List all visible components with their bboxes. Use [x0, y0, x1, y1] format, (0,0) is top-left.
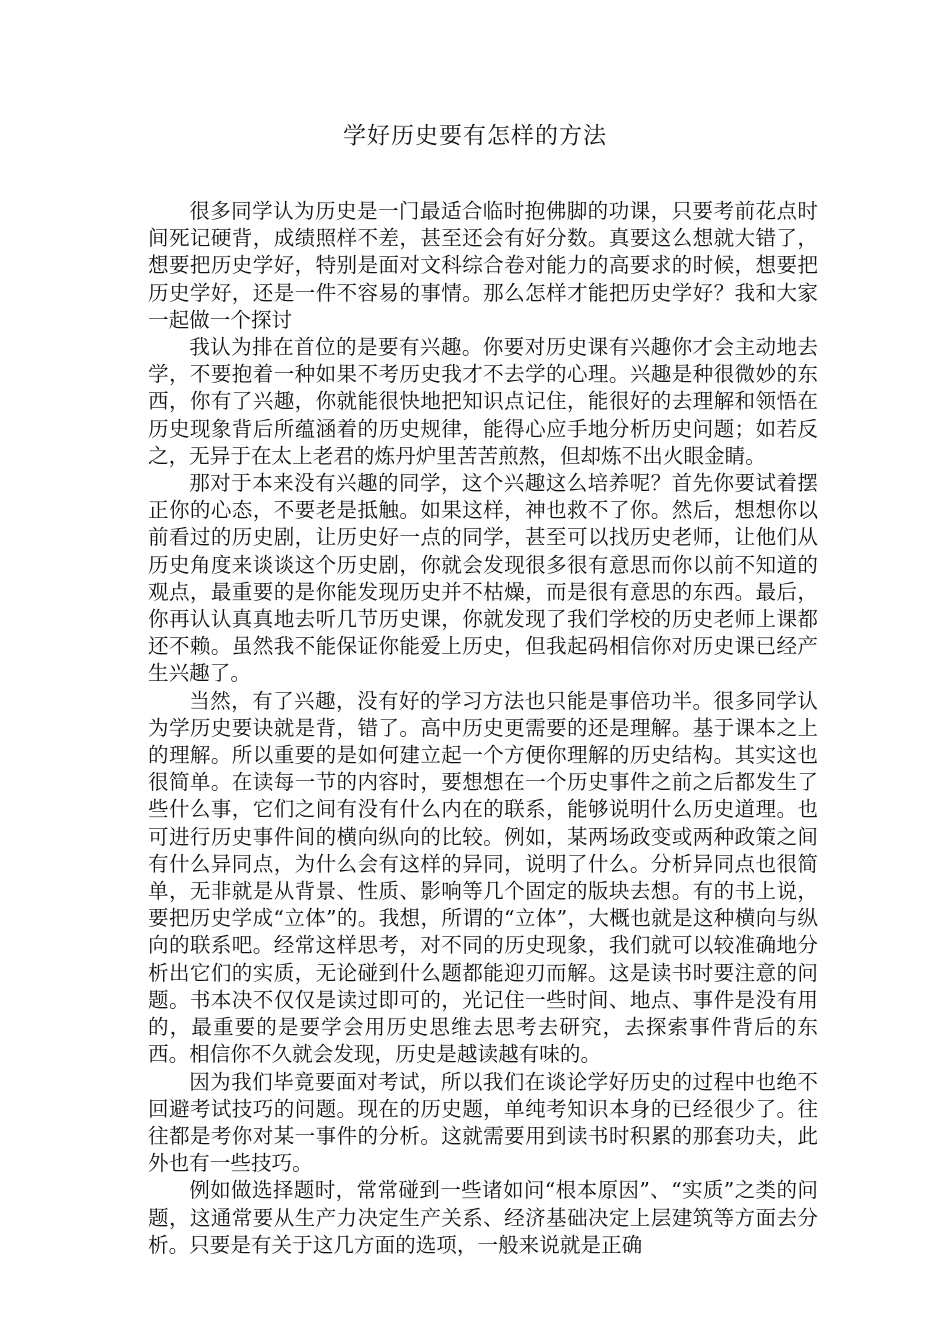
paragraph-3: 那对于本来没有兴趣的同学，这个兴趣这么培养呢？首先你要试着摆正你的心态，不要老是抵触。如果这样，神也救不了你。然后，想想你以前看过的历史剧，让历史好一点的同学，甚至可以找历史老师，让他们从历史角度来谈谈这个历史剧，你就会发现很多很有意思而你以前不知道的观点，最重要的是你能发现历史并不枯燥，而是很有意思的东西。最后，你再认认真真地去听几节历史课，你就发现了我们学校的历史老师上课都还不赖。虽然我不能保证你能爱上历史，但我起码相信你对历史课已经产生兴趣了。: [148, 471, 818, 686]
paragraph-6: 例如做选择题时，常常碰到一些诸如问“根本原因”、“实质”之类的问题，这通常要从生产力决定生产关系、经济基础决定上层建筑等方面去分析。只要是有关于这几方面的选项，一般来说就是正确: [148, 1178, 818, 1257]
document-title: 学好历史要有怎样的方法: [343, 123, 607, 149]
paragraph-2: 我认为排在首位的是要有兴趣。你要对历史课有兴趣你才会主动地去学，不要抱着一种如果不考历史我才不去学的心理。兴趣是种很微妙的东西，你有了兴趣，你就能很快地把知识点记住，能很好的去理解和领悟在历史现象背后所蕴涵着的历史规律，能得心应手地分析历史问题；如若反之，无异于在太上老君的炼丹炉里苦苦煎熬，但却炼不出火眼金睛。: [148, 335, 818, 468]
paragraph-1: 很多同学认为历史是一门最适合临时抱佛脚的功课，只要考前花点时间死记硬背，成绩照样不差，甚至还会有好分数。真要这么想就大错了，想要把历史学好，特别是面对文科综合卷对能力的高要求的时候，想要把历史学好，还是一件不容易的事情。那么怎样才能把历史学好？我和大家一起做一个探讨: [148, 199, 818, 332]
paragraph-4: 当然，有了兴趣，没有好的学习方法也只能是事倍功半。很多同学认为学历史要诀就是背，错了。高中历史更需要的还是理解。基于课本之上的理解。所以重要的是如何建立起一个方便你理解的历史结构。其实这也很简单。在读每一节的内容时，要想想在一个历史事件之前之后都发生了些什么事，它们之间有没有什么内在的联系，能够说明什么历史道理。也可进行历史事件间的横向纵向的比较。例如，某两场政变或两种政策之间有什么异同点，为什么会有这样的异同，说明了什么。分析异同点也很简单，无非就是从背景、性质、影响等几个固定的版块去想。有的书上说，要把历史学成“立体”的。我想，所谓的“立体”，大概也就是这种横向与纵向的联系吧。经常这样思考，对不同的历史现象，我们就可以较准确地分析出它们的实质，无论碰到什么题都能迎刃而解。这是读书时要注意的问题。书本决不仅仅是读过即可的，光记住一些时间、地点、事件是没有用的，最重要的是要学会用历史思维去思考去研究，去探索事件背后的东西。相信你不久就会发现，历史是越读越有味的。: [148, 688, 818, 1067]
paragraph-5: 因为我们毕竟要面对考试，所以我们在谈论学好历史的过程中也绝不回避考试技巧的问题。现在的历史题，单纯考知识本身的已经很少了。往往都是考你对某一事件的分析。这就需要用到读书时积累的那套功夫，此外也有一些技巧。: [148, 1069, 818, 1176]
document-body: [148, 198, 818, 1259]
